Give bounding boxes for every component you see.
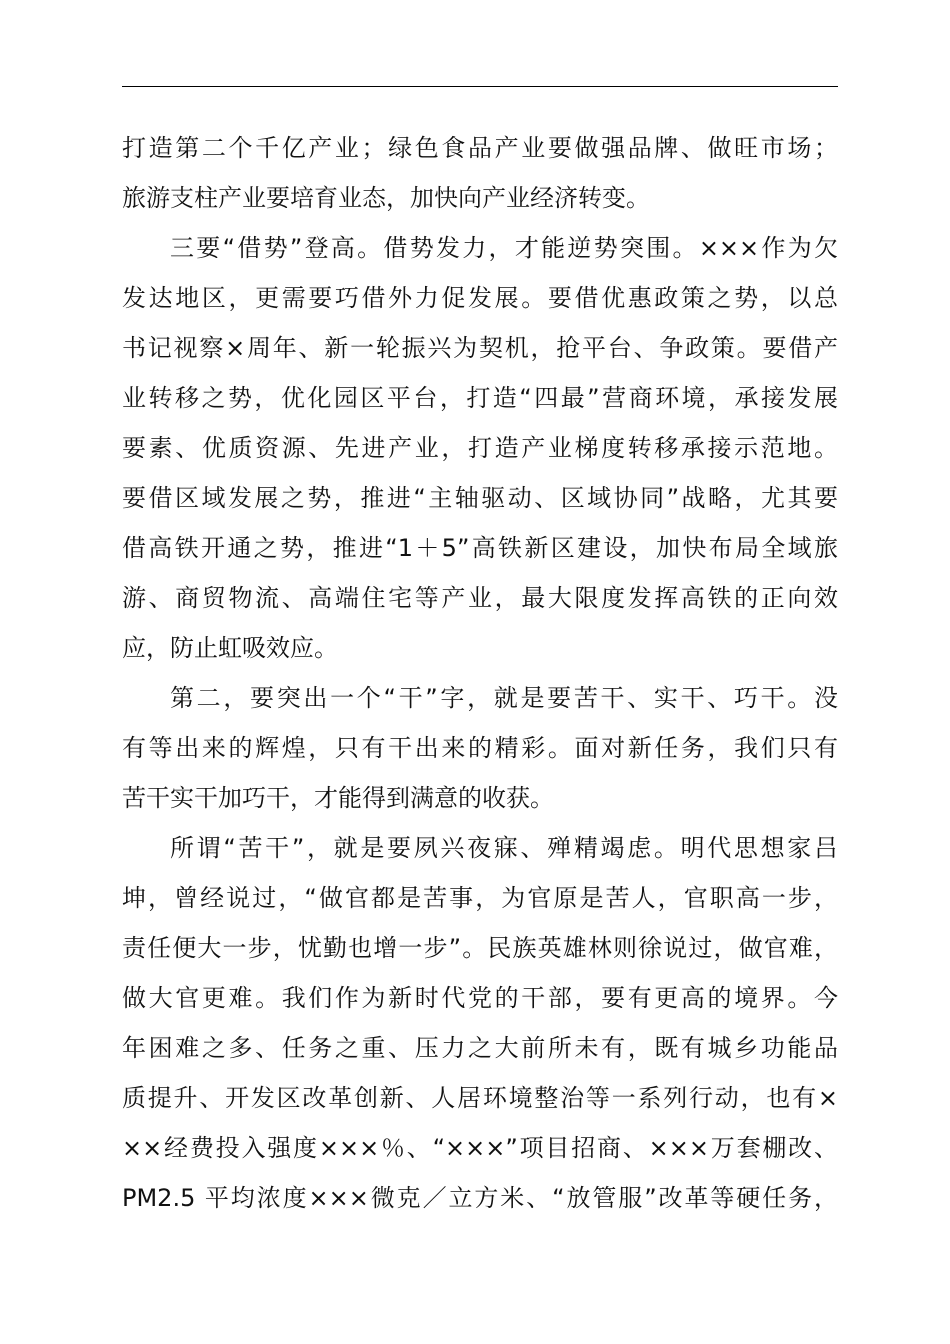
text-line: 苦干实干加巧干，才能得到满意的收获。 [122, 784, 554, 812]
text-line: 游、商贸物流、高端住宅等产业，最大限度发挥高铁的正向效 [122, 584, 838, 612]
text-line: 借高铁开通之势，推进“1＋5”高铁新区建设，加快布局全域旅 [122, 534, 838, 562]
text-line: 做大官更难。我们作为新时代党的干部，要有更高的境界。今 [122, 984, 838, 1012]
text-line: 打造第二个千亿产业；绿色食品产业要做强品牌、做旺市场； [122, 134, 838, 162]
text-line: 三要“借势”登高。借势发力，才能逆势突围。×××作为欠 [170, 234, 838, 262]
text-line: 旅游支柱产业要培育业态，加快向产业经济转变。 [122, 184, 650, 212]
text-line: 业转移之势，优化园区平台，打造“四最”营商环境，承接发展 [122, 384, 838, 412]
text-line: 要借区域发展之势，推进“主轴驱动、区域协同”战略，尤其要 [122, 484, 838, 512]
header-rule [122, 86, 838, 87]
text-line: 第二，要突出一个“干”字，就是要苦干、实干、巧干。没 [170, 684, 838, 712]
text-line: 质提升、开发区改革创新、人居环境整治等一系列行动，也有× [122, 1084, 838, 1112]
text-line: 要素、优质资源、先进产业，打造产业梯度转移承接示范地。 [122, 434, 838, 462]
text-line: 年困难之多、任务之重、压力之大前所未有，既有城乡功能品 [122, 1034, 838, 1062]
body-text [122, 123, 838, 1223]
text-line: PM2.5 平均浓度×××微克／立方米、“放管服”改革等硬任务， [122, 1184, 838, 1212]
text-line: ××经费投入强度×××％、“×××”项目招商、×××万套棚改、 [122, 1134, 838, 1162]
text-line: 发达地区，更需要巧借外力促发展。要借优惠政策之势，以总 [122, 284, 838, 312]
text-line: 书记视察×周年、新一轮振兴为契机，抢平台、争政策。要借产 [122, 334, 838, 362]
text-line: 应，防止虹吸效应。 [122, 634, 338, 662]
text-line: 有等出来的辉煌，只有干出来的精彩。面对新任务，我们只有 [122, 734, 838, 762]
text-line: 责任便大一步，忧勤也增一步”。民族英雄林则徐说过，做官难， [122, 934, 838, 962]
text-line: 所谓“苦干”，就是要夙兴夜寐、殚精竭虑。明代思想家吕 [170, 834, 838, 862]
text-line: 坤，曾经说过，“做官都是苦事，为官原是苦人，官职高一步， [122, 884, 838, 912]
